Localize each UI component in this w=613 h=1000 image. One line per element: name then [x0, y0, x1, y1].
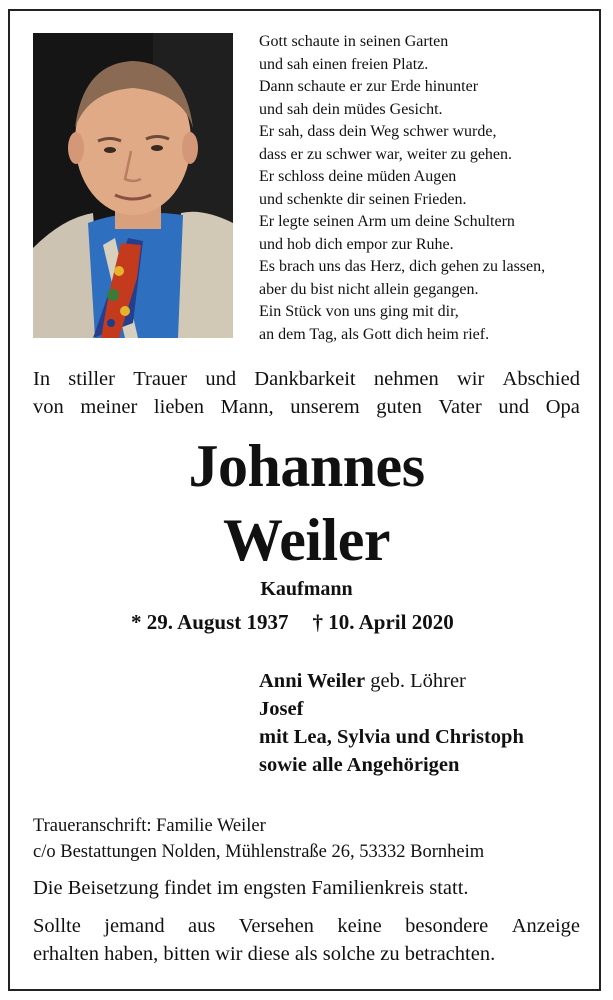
intro-word: Dankbarkeit: [254, 368, 356, 390]
intro-line-1: [33, 365, 580, 393]
poem-line: an dem Tag, als Gott dich heim rief.: [259, 325, 490, 343]
poem-line: dass er zu schwer war, weiter zu gehen.: [259, 145, 513, 163]
burial-note: Die Beisetzung findet im engsten Familienkreis statt.: [33, 877, 469, 899]
spouse-maiden-name: geb. Löhrer: [365, 670, 466, 692]
intro-word: Opa: [545, 396, 580, 418]
intro-word: In: [33, 368, 51, 390]
intro-word: lieben: [153, 396, 205, 418]
deceased-last-name: Weiler: [223, 507, 390, 573]
intro-word: und: [205, 368, 237, 390]
poem-line: aber du bist nicht allein gegangen.: [259, 280, 479, 298]
poem-line: Dann schaute er zur Erde hinunter: [259, 78, 479, 95]
closing-word: Sollte: [33, 915, 81, 937]
closing-word: aus: [188, 915, 216, 937]
intro-word: Mann,: [220, 396, 274, 418]
closing-line-1: [33, 912, 580, 940]
mourner-son: Josef: [259, 698, 304, 720]
birth-date: * 29. August 1937: [131, 610, 289, 634]
poem-line: Gott schaute in seinen Garten: [259, 33, 449, 50]
intro-word: Vater: [438, 396, 482, 418]
intro-word: meiner: [80, 396, 138, 418]
mourner-relatives: sowie alle Angehörigen: [259, 754, 460, 776]
closing-word: besondere: [405, 915, 489, 937]
closing-word: Versehen: [238, 915, 314, 937]
intro-word: Abschied: [502, 368, 580, 390]
closing-word: Anzeige: [511, 915, 580, 937]
closing-line-2: erhalten haben, bitten wir diese als solche zu betrachten.: [33, 943, 496, 965]
life-dates: [131, 610, 454, 635]
mourner-grandchildren: mit Lea, Sylvia und Christoph: [259, 726, 524, 748]
intro-word: und: [498, 396, 530, 418]
intro-word: Trauer: [133, 368, 188, 390]
spouse-name: Anni Weiler: [259, 670, 366, 692]
poem: [259, 31, 589, 346]
portrait-photo: [33, 33, 233, 338]
poem-line: Ein Stück von uns ging mit dir,: [259, 303, 459, 320]
mourner-spouse: [259, 667, 524, 695]
intro-word: stiller: [68, 368, 115, 390]
poem-line: Er schloss deine müden Augen: [259, 168, 457, 185]
death-date: † 10. April 2020: [312, 610, 454, 634]
intro-word: nehmen: [373, 368, 439, 390]
intro-word: wir: [456, 368, 485, 390]
closing-word: jemand: [104, 915, 165, 937]
intro-line-2: [33, 393, 580, 421]
address-line: c/o Bestattungen Nolden, Mühlenstraße 26, 53332 Bornheim: [33, 842, 485, 862]
intro-word: unserem: [290, 396, 360, 418]
poem-line: und hob dich empor zur Ruhe.: [259, 235, 454, 253]
intro-word: guten: [376, 396, 422, 418]
mourning-address: [33, 813, 484, 865]
intro-word: von: [33, 396, 64, 418]
poem-line: und sah einen freien Platz.: [259, 55, 429, 73]
intro-text: [33, 365, 580, 421]
deceased-first-name: Johannes: [188, 433, 425, 499]
poem-line: Es brach uns das Herz, dich gehen zu lassen,: [259, 258, 546, 275]
poem-line: Er legte seinen Arm um deine Schultern: [259, 213, 515, 230]
poem-line: Er sah, dass dein Weg schwer wurde,: [259, 123, 497, 140]
mourners: [259, 667, 524, 779]
poem-line: und schenkte dir seinen Frieden.: [259, 190, 467, 208]
closing-note: [33, 912, 580, 968]
deceased-occupation: Kaufmann: [260, 578, 353, 600]
closing-word: keine: [337, 915, 382, 937]
poem-line: und sah dein müdes Gesicht.: [259, 100, 443, 118]
address-line: Traueranschrift: Familie Weiler: [33, 816, 266, 836]
